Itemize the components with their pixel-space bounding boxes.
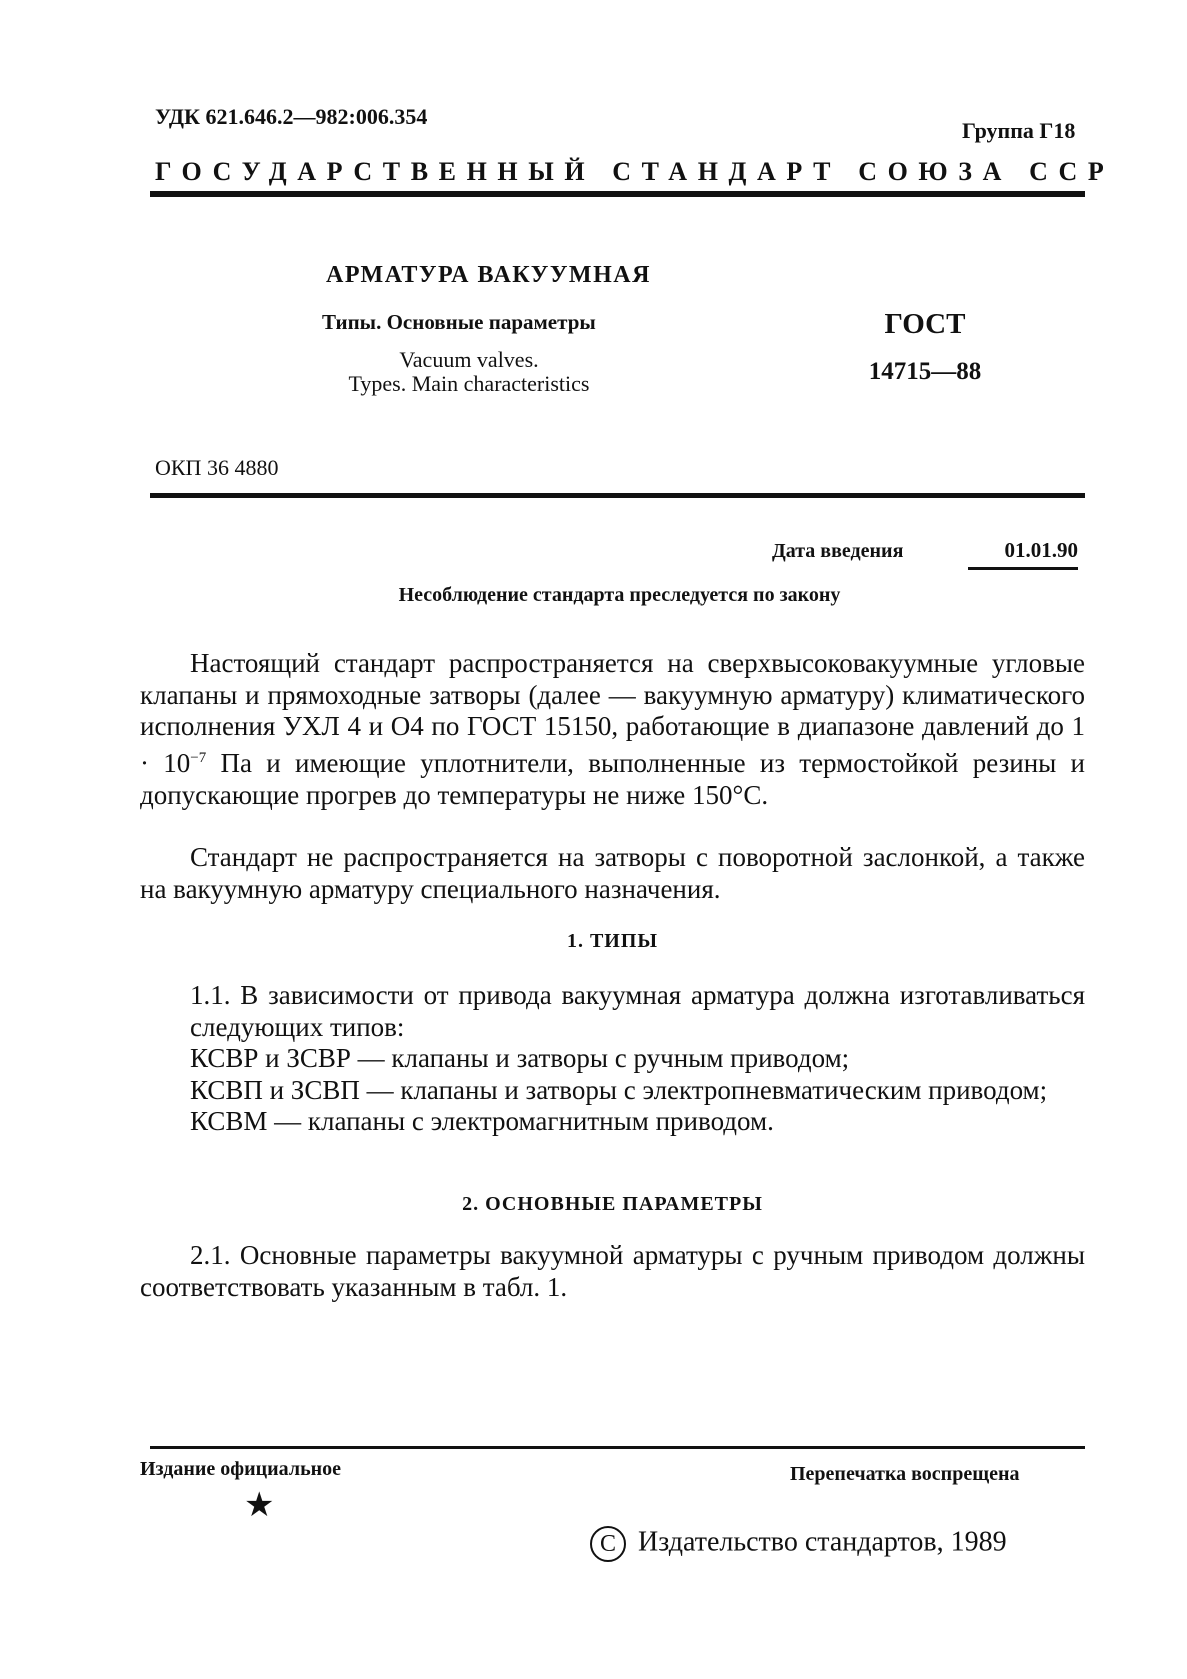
date-value: 01.01.90 <box>968 538 1078 570</box>
type-item: КСВР и ЗСВР — клапаны и затворы с ручным приводом; <box>190 1043 850 1073</box>
header-rule <box>150 191 1085 197</box>
okp-code: ОКП 36 4880 <box>155 455 279 480</box>
footer-rule <box>150 1446 1085 1449</box>
document-subtitle: Типы. Основные параметры <box>322 310 596 334</box>
clause-1-1-text: 1.1. В зависимости от привода вакуумная арматура должна изготавливаться следующих типов: <box>190 980 1085 1042</box>
group-code: Группа Г18 <box>962 118 1076 143</box>
copyright-icon: С <box>590 1526 626 1562</box>
section-heading-parameters: 2. ОСНОВНЫЕ ПАРАМЕТРЫ <box>462 1193 763 1215</box>
copyright <box>590 1526 1007 1562</box>
state-standard-heading: ГОСУДАРСТВЕННЫЙ СТАНДАРТ СОЮЗА ССР <box>155 157 1115 186</box>
legal-warning: Несоблюдение стандарта преследуется по закону <box>398 584 841 606</box>
document-title: АРМАТУРА ВАКУУМНАЯ <box>326 262 651 288</box>
gost-number: 14715—88 <box>868 358 982 385</box>
paragraph-scope-tail: Па и имеющие уплотнители, выполненные из термостойкой резины и допускающие прогрев до температуры не ниже 150°С. <box>140 748 1086 810</box>
type-item: КСВП и ЗСВП — клапаны и затворы с электропневматическим приводом; <box>190 1074 1048 1105</box>
type-item: КСВМ — клапаны с электромагнитным приводом. <box>190 1106 774 1136</box>
star-icon: ★ <box>244 1487 275 1524</box>
english-title-line1: Vacuum valves. <box>399 347 539 372</box>
paragraph-exclusions: Стандарт не распространяется на затворы с поворотной заслонкой, а также на вакуумную арматуру специального назначения. <box>140 842 1085 904</box>
title-rule <box>150 493 1085 498</box>
section-heading-types: 1. ТИПЫ <box>566 930 659 952</box>
english-title <box>304 348 634 396</box>
reprint-notice: Перепечатка воспрещена <box>790 1463 1020 1485</box>
english-title-line2: Types. Main characteristics <box>348 371 590 396</box>
section-1-1 <box>140 980 1085 1138</box>
date-label: Дата введения <box>772 540 904 562</box>
gost-label: ГОСТ <box>884 308 966 340</box>
paragraph-scope-text: Настоящий стандарт распространяется на сверхвысоковакуумные угловые клапаны и прямоходные затворы (далее — вакуумную арматуру) климатического исполнения УХЛ 4 и О4 по ГОСТ 15150, работающие в диапазоне давлений до 1 · 10 <box>140 648 1085 779</box>
pressure-exponent: −7 <box>190 750 207 767</box>
udk-code: УДК 621.646.2—982:006.354 <box>155 104 428 129</box>
official-edition: Издание официальное <box>140 1458 342 1480</box>
paragraph-scope <box>140 648 1085 812</box>
copyright-text: Издательство стандартов, 1989 <box>638 1526 1007 1558</box>
clause-2-1-text: 2.1. Основные параметры вакуумной арматуры с ручным приводом должны соответствовать указанным в табл. 1. <box>140 1240 1085 1302</box>
